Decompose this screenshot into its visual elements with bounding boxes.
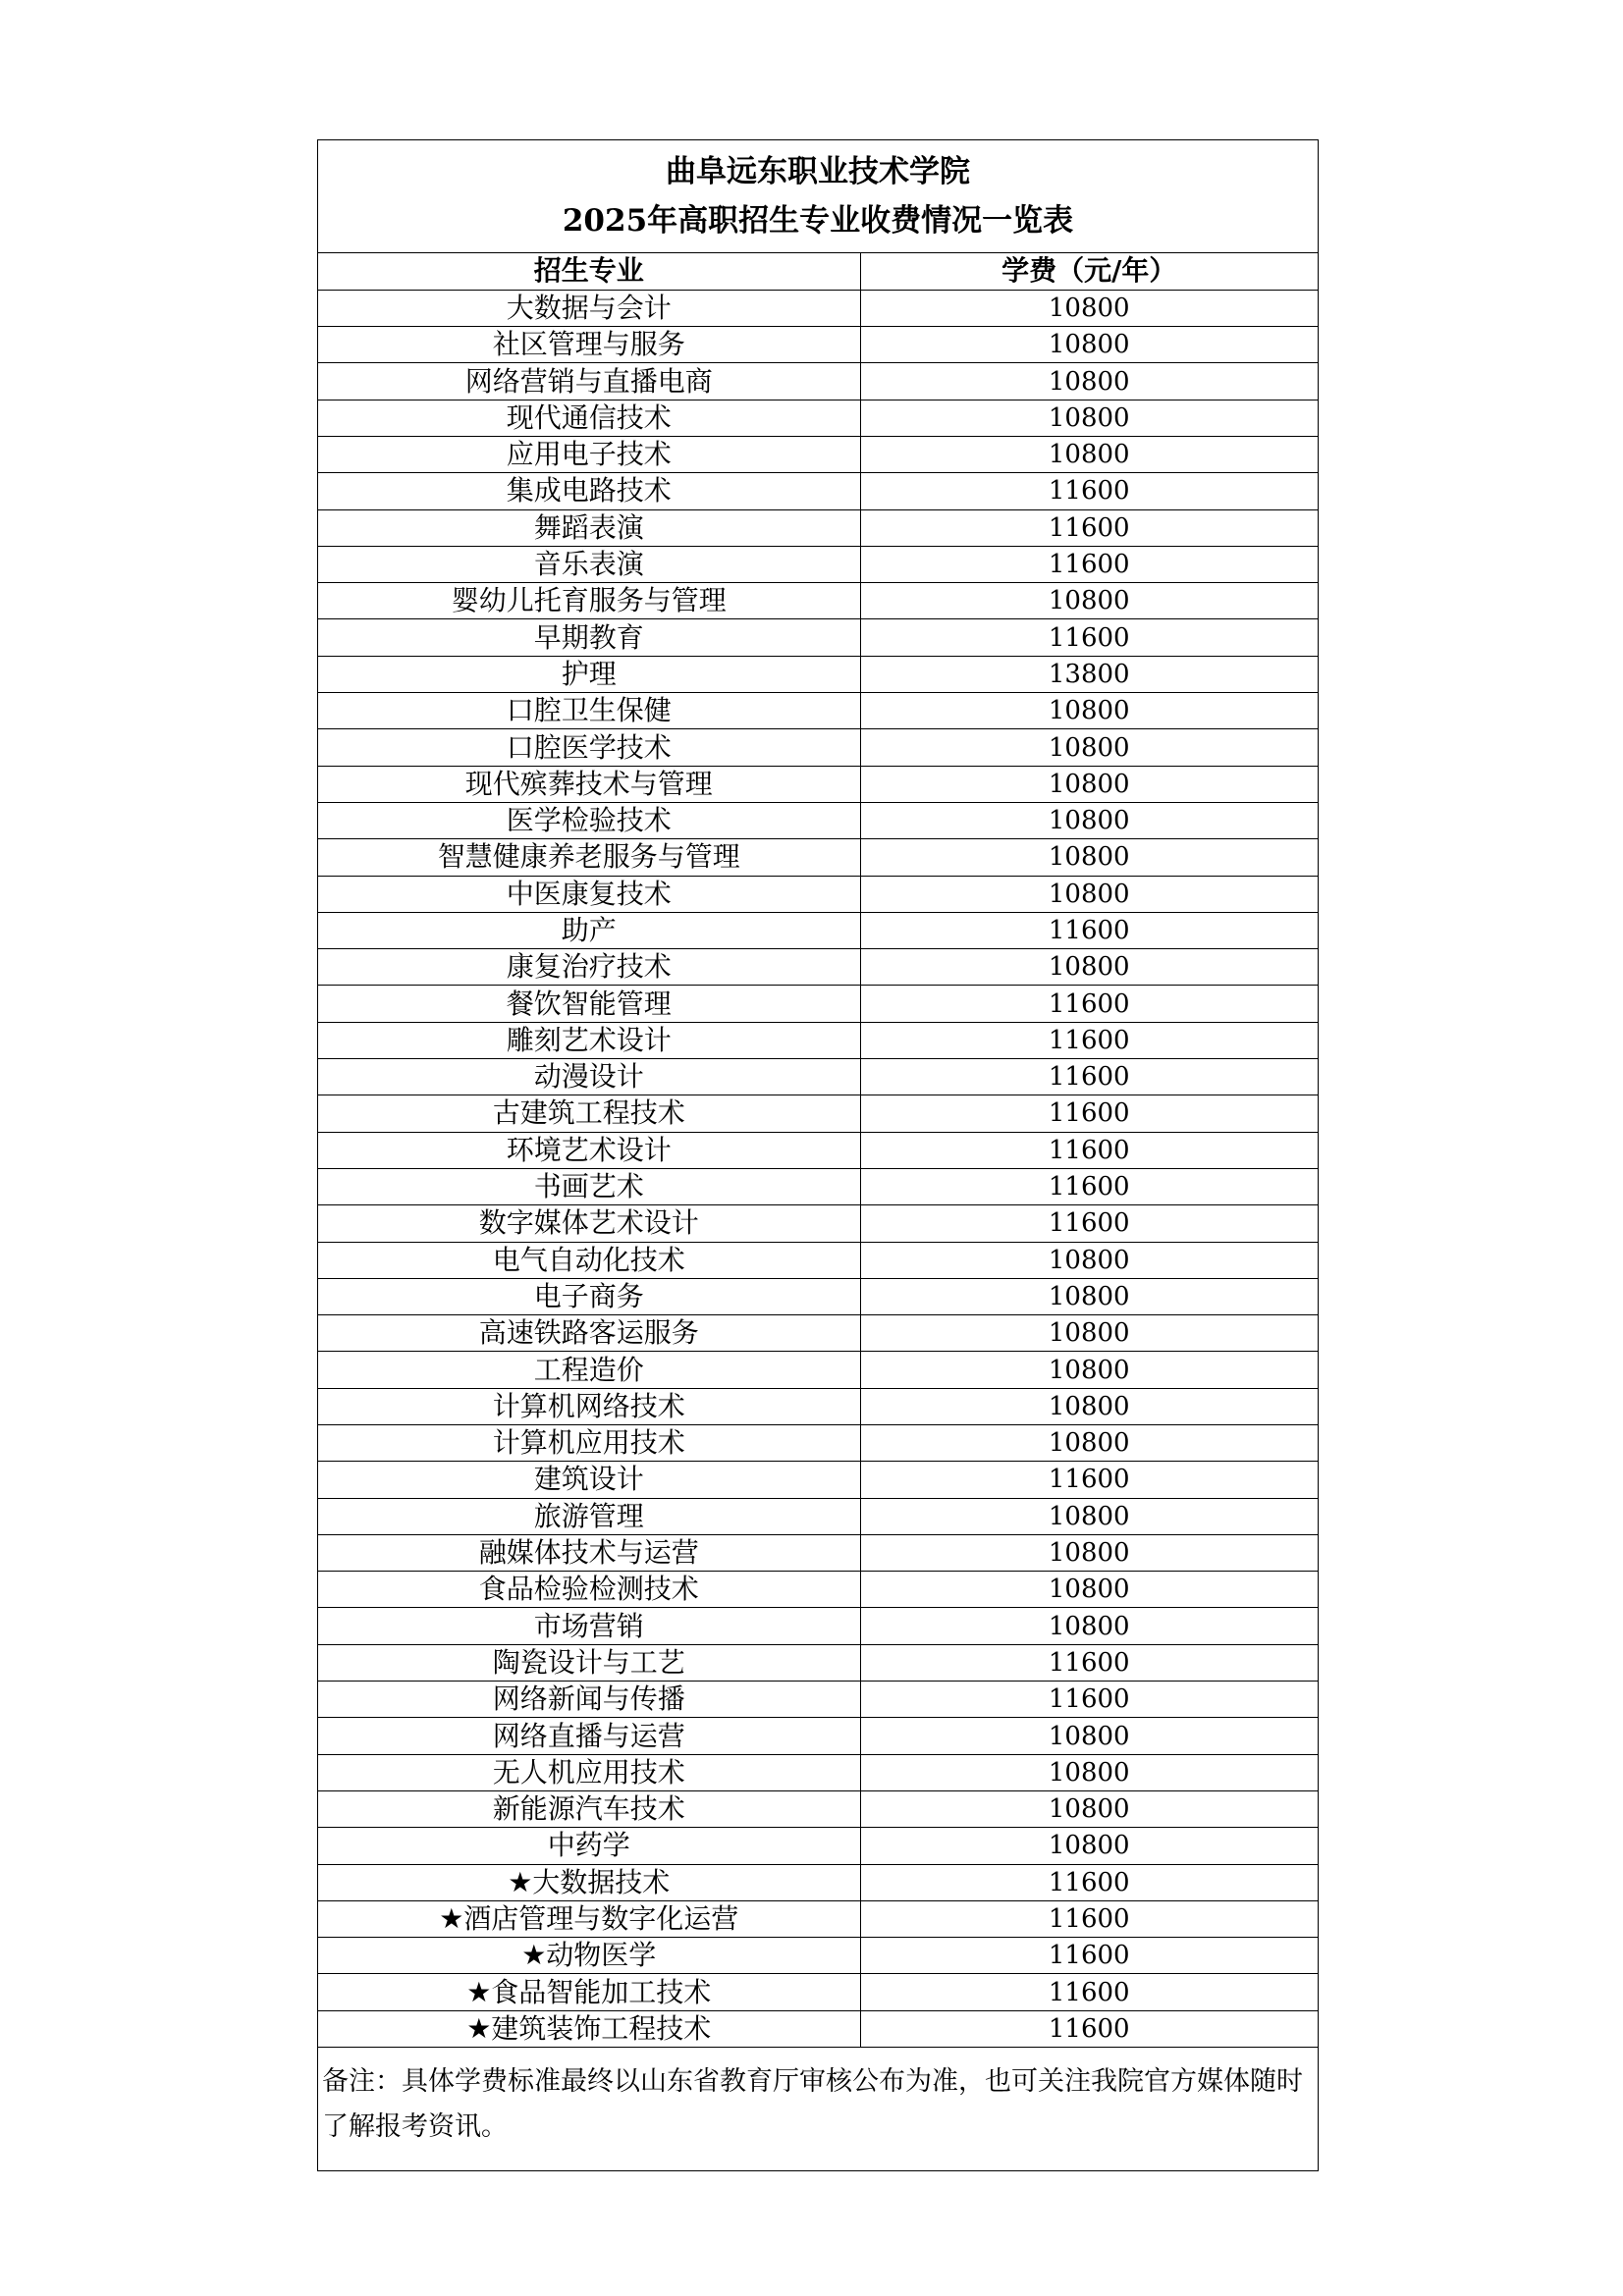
table-row (318, 1498, 1318, 1534)
major-cell: 中药学 (318, 1828, 860, 1864)
fee-cell: 11600 (860, 1938, 1318, 1974)
major-cell: 现代殡葬技术与管理 (318, 766, 860, 802)
major-cell: ★食品智能加工技术 (318, 1974, 860, 2010)
fee-cell: 10800 (860, 583, 1318, 619)
major-cell: 计算机网络技术 (318, 1388, 860, 1424)
table-row (318, 1095, 1318, 1132)
major-cell: 电气自动化技术 (318, 1242, 860, 1278)
major-cell: 食品检验检测技术 (318, 1572, 860, 1608)
fee-cell: 11600 (860, 1682, 1318, 1718)
table-row (318, 436, 1318, 472)
major-cell: 舞蹈表演 (318, 509, 860, 546)
fee-cell: 10800 (860, 693, 1318, 729)
major-cell: 新能源汽车技术 (318, 1790, 860, 1827)
table-row (318, 1022, 1318, 1058)
fee-cell: 10800 (860, 1498, 1318, 1534)
fee-table (318, 253, 1318, 2048)
fee-cell: 10800 (860, 1572, 1318, 1608)
fee-cell: 10800 (860, 1754, 1318, 1790)
table-row (318, 290, 1318, 326)
table-row (318, 1864, 1318, 1900)
major-cell: 电子商务 (318, 1278, 860, 1314)
fee-cell: 10800 (860, 1352, 1318, 1388)
fee-cell: 11600 (860, 619, 1318, 656)
fee-cell: 11600 (860, 1974, 1318, 2010)
major-cell: 网络新闻与传播 (318, 1682, 860, 1718)
major-cell: 护理 (318, 656, 860, 692)
major-cell: 集成电路技术 (318, 473, 860, 509)
fee-cell: 10800 (860, 766, 1318, 802)
fee-cell: 11600 (860, 1022, 1318, 1058)
major-cell: 中医康复技术 (318, 876, 860, 912)
major-cell: 计算机应用技术 (318, 1425, 860, 1462)
fee-cell: 11600 (860, 1132, 1318, 1168)
table-row (318, 802, 1318, 838)
major-cell: 早期教育 (318, 619, 860, 656)
major-cell: 网络直播与运营 (318, 1718, 860, 1754)
fee-cell: 10800 (860, 876, 1318, 912)
table-row (318, 912, 1318, 948)
major-cell: 高速铁路客运服务 (318, 1315, 860, 1352)
table-row (318, 1242, 1318, 1278)
table-row (318, 1315, 1318, 1352)
major-cell: 现代通信技术 (318, 400, 860, 436)
fee-cell: 10800 (860, 363, 1318, 400)
major-cell: ★酒店管理与数字化运营 (318, 1900, 860, 1937)
major-cell: 市场营销 (318, 1608, 860, 1644)
fee-cell: 10800 (860, 729, 1318, 766)
major-cell: 社区管理与服务 (318, 327, 860, 363)
fee-cell: 10800 (860, 1828, 1318, 1864)
table-row (318, 729, 1318, 766)
major-cell: 雕刻艺术设计 (318, 1022, 860, 1058)
table-body (318, 290, 1318, 2047)
major-cell: 医学检验技术 (318, 802, 860, 838)
major-cell: 建筑设计 (318, 1462, 860, 1498)
fee-cell: 10800 (860, 1718, 1318, 1754)
major-cell: ★建筑装饰工程技术 (318, 2010, 860, 2047)
table-header-row (318, 253, 1318, 290)
fee-cell: 10800 (860, 1315, 1318, 1352)
table-row (318, 473, 1318, 509)
page-title: 2025年高职招生专业收费情况一览表 (562, 203, 1074, 239)
table-row (318, 949, 1318, 986)
fee-cell: 11600 (860, 546, 1318, 582)
fee-cell: 10800 (860, 1242, 1318, 1278)
table-row (318, 2010, 1318, 2047)
major-cell: ★动物医学 (318, 1938, 860, 1974)
table-row (318, 693, 1318, 729)
table-row (318, 1205, 1318, 1242)
table-row (318, 1974, 1318, 2010)
major-cell: 餐饮智能管理 (318, 986, 860, 1022)
table-row (318, 1059, 1318, 1095)
major-cell: ★大数据技术 (318, 1864, 860, 1900)
header-major: 招生专业 (318, 253, 860, 290)
fee-cell: 11600 (860, 1059, 1318, 1095)
table-row (318, 327, 1318, 363)
fee-sheet (317, 139, 1319, 2171)
table-row (318, 1132, 1318, 1168)
table-row (318, 1682, 1318, 1718)
fee-cell: 11600 (860, 912, 1318, 948)
footnote: 备注：具体学费标准最终以山东省教育厅审核公布为准，也可关注我院官方媒体随时了解报考资讯。 (322, 2066, 1303, 2143)
table-row (318, 363, 1318, 400)
fee-cell: 10800 (860, 1425, 1318, 1462)
header-fee: 学费（元/年） (860, 253, 1318, 290)
major-cell: 康复治疗技术 (318, 949, 860, 986)
table-row (318, 1462, 1318, 1498)
major-cell: 口腔医学技术 (318, 729, 860, 766)
table-row (318, 1644, 1318, 1681)
fee-cell: 10800 (860, 400, 1318, 436)
fee-cell: 10800 (860, 802, 1318, 838)
table-row (318, 1608, 1318, 1644)
table-row (318, 400, 1318, 436)
fee-cell: 11600 (860, 1205, 1318, 1242)
table-row (318, 583, 1318, 619)
major-cell: 无人机应用技术 (318, 1754, 860, 1790)
table-row (318, 656, 1318, 692)
major-cell: 音乐表演 (318, 546, 860, 582)
table-row (318, 1790, 1318, 1827)
table-row (318, 1388, 1318, 1424)
table-row (318, 1425, 1318, 1462)
major-cell: 数字媒体艺术设计 (318, 1205, 860, 1242)
table-row (318, 766, 1318, 802)
major-cell: 婴幼儿托育服务与管理 (318, 583, 860, 619)
fee-cell: 11600 (860, 1095, 1318, 1132)
school-name: 曲阜远东职业技术学院 (666, 154, 970, 189)
table-row (318, 509, 1318, 546)
fee-cell: 10800 (860, 949, 1318, 986)
table-row (318, 1718, 1318, 1754)
table-row (318, 1900, 1318, 1937)
table-row (318, 1572, 1318, 1608)
fee-cell: 10800 (860, 327, 1318, 363)
table-row (318, 619, 1318, 656)
major-cell: 智慧健康养老服务与管理 (318, 839, 860, 876)
major-cell: 助产 (318, 912, 860, 948)
fee-cell: 10800 (860, 1278, 1318, 1314)
major-cell: 融媒体技术与运营 (318, 1534, 860, 1571)
table-row (318, 546, 1318, 582)
fee-cell: 10800 (860, 1608, 1318, 1644)
fee-cell: 10800 (860, 290, 1318, 326)
table-row (318, 986, 1318, 1022)
table-row (318, 1534, 1318, 1571)
table-row (318, 1828, 1318, 1864)
fee-cell: 11600 (860, 1462, 1318, 1498)
table-row (318, 1352, 1318, 1388)
fee-cell: 11600 (860, 1644, 1318, 1681)
fee-cell: 11600 (860, 509, 1318, 546)
table-row (318, 1278, 1318, 1314)
title-block (318, 140, 1318, 253)
major-cell: 大数据与会计 (318, 290, 860, 326)
major-cell: 古建筑工程技术 (318, 1095, 860, 1132)
table-row (318, 876, 1318, 912)
major-cell: 环境艺术设计 (318, 1132, 860, 1168)
major-cell: 书画艺术 (318, 1168, 860, 1204)
table-row (318, 1754, 1318, 1790)
fee-cell: 11600 (860, 1864, 1318, 1900)
major-cell: 口腔卫生保健 (318, 693, 860, 729)
fee-cell: 13800 (860, 656, 1318, 692)
fee-cell: 10800 (860, 436, 1318, 472)
fee-cell: 11600 (860, 1168, 1318, 1204)
table-row (318, 1168, 1318, 1204)
fee-cell: 11600 (860, 2010, 1318, 2047)
major-cell: 动漫设计 (318, 1059, 860, 1095)
major-cell: 旅游管理 (318, 1498, 860, 1534)
fee-cell: 11600 (860, 1900, 1318, 1937)
fee-cell: 11600 (860, 473, 1318, 509)
fee-cell: 10800 (860, 1388, 1318, 1424)
fee-cell: 10800 (860, 839, 1318, 876)
major-cell: 网络营销与直播电商 (318, 363, 860, 400)
fee-cell: 10800 (860, 1534, 1318, 1571)
major-cell: 应用电子技术 (318, 436, 860, 472)
major-cell: 陶瓷设计与工艺 (318, 1644, 860, 1681)
major-cell: 工程造价 (318, 1352, 860, 1388)
fee-cell: 10800 (860, 1790, 1318, 1827)
fee-cell: 11600 (860, 986, 1318, 1022)
table-row (318, 1938, 1318, 1974)
table-row (318, 839, 1318, 876)
